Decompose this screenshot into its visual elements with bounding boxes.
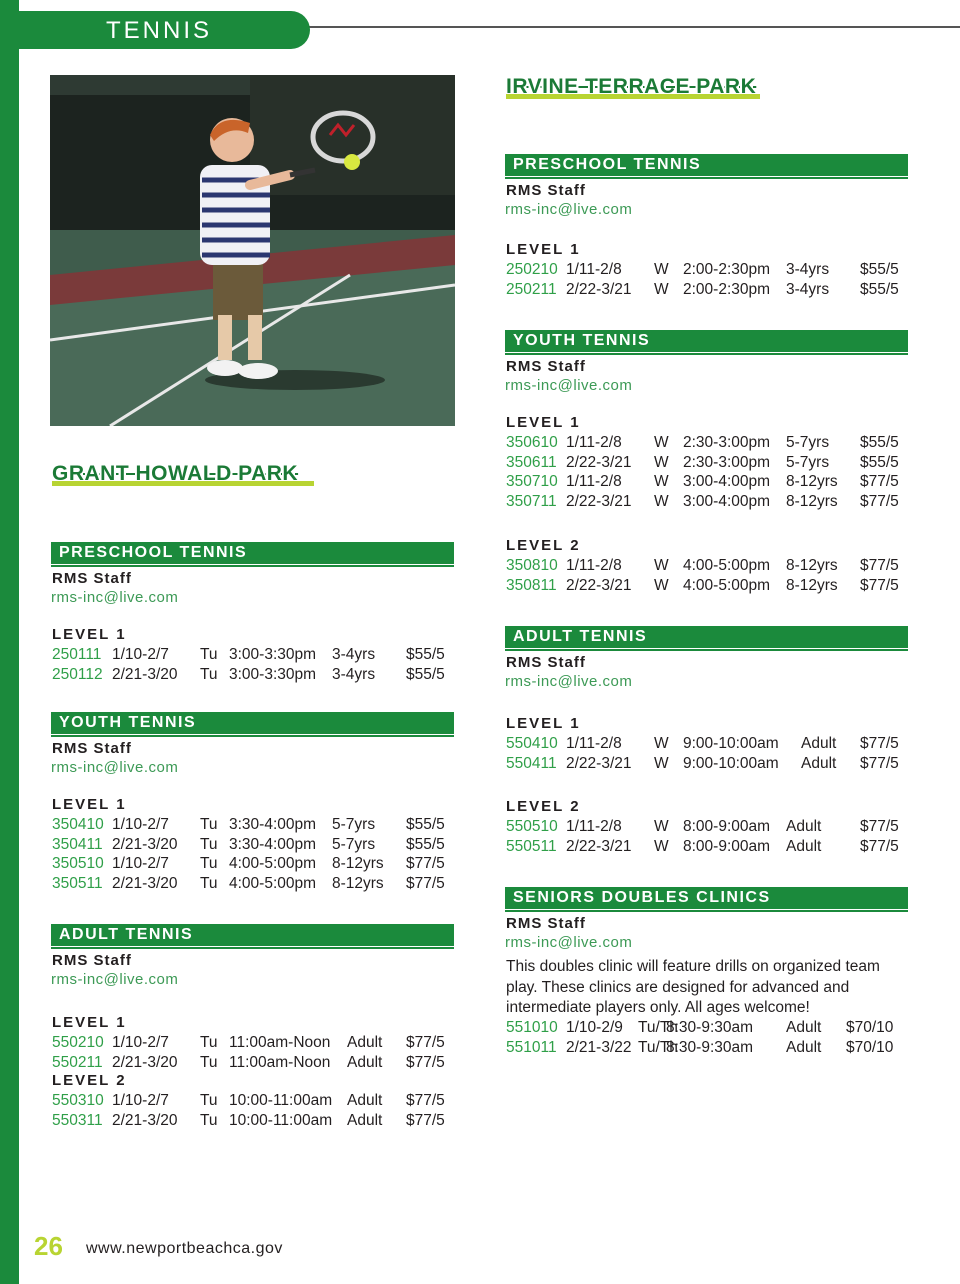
class-fee: $77/5	[860, 577, 899, 594]
class-dates: 2/21-3/20	[112, 1112, 178, 1129]
class-dates: 2/22-3/21	[566, 281, 632, 298]
class-fee: $55/5	[860, 281, 899, 298]
class-code: 551010	[506, 1019, 558, 1036]
class-code: 550510	[506, 818, 558, 835]
class-day: Tu	[200, 816, 218, 833]
instructor: RMS Staff	[506, 182, 586, 199]
class-day: W	[654, 261, 669, 278]
class-time: 3:00-4:00pm	[683, 473, 771, 491]
class-dates: 1/11-2/8	[566, 261, 622, 278]
class-time: 11:00am-Noon	[229, 1034, 331, 1051]
class-fee: $77/5	[406, 1092, 445, 1109]
section-bar-preschool: PRESCHOOL TENNIS	[51, 542, 454, 564]
class-time: 9:00-10:00am	[683, 755, 779, 772]
header-rule	[300, 26, 960, 28]
class-day: W	[654, 557, 669, 574]
class-day: Tu/Th	[638, 1039, 678, 1056]
class-code: 550410	[506, 735, 558, 752]
class-fee: $77/5	[406, 875, 445, 893]
class-time: 2:00-2:30pm	[683, 261, 771, 278]
class-fee: $77/5	[860, 557, 899, 574]
class-age: Adult	[801, 735, 837, 752]
class-age: 8-12yrs	[786, 557, 838, 574]
class-code: 350611	[506, 453, 557, 471]
class-fee: $55/5	[860, 434, 899, 451]
section-rule	[51, 565, 454, 567]
class-day: W	[654, 838, 669, 855]
class-age: 3-4yrs	[332, 646, 376, 663]
class-age: 3-4yrs	[332, 666, 376, 683]
section-rule	[505, 910, 908, 912]
class-time: 4:00-5:00pm	[683, 577, 771, 594]
class-day: Tu	[200, 1034, 218, 1051]
class-fee: $55/5	[406, 835, 445, 853]
class-age: Adult	[347, 1034, 383, 1051]
class-age: Adult	[347, 1054, 383, 1071]
class-fee: $77/5	[860, 818, 899, 835]
class-day: W	[654, 818, 669, 835]
class-time: 3:00-4:00pm	[683, 493, 771, 511]
class-time: 10:00-11:00am	[229, 1092, 333, 1109]
class-code: 550411	[506, 755, 557, 772]
class-code: 550210	[52, 1034, 104, 1051]
class-day: W	[654, 473, 669, 491]
class-time: 8:30-9:30am	[666, 1019, 754, 1036]
section-rule	[505, 177, 908, 179]
instructor: RMS Staff	[506, 358, 586, 375]
class-fee: $77/5	[406, 1112, 445, 1129]
section-rule	[505, 353, 908, 355]
instructor-email: rms-inc@live.com	[505, 934, 633, 951]
level-heading: LEVEL 2	[52, 1072, 127, 1089]
class-age: 5-7yrs	[332, 835, 376, 853]
instructor-email: rms-inc@live.com	[51, 589, 179, 606]
class-day: Tu	[200, 1112, 218, 1129]
level-heading: LEVEL 1	[506, 414, 581, 431]
class-fee: $55/5	[406, 646, 445, 663]
level-heading: LEVEL 1	[506, 715, 581, 732]
instructor-email: rms-inc@live.com	[51, 759, 179, 776]
class-day: Tu	[200, 875, 218, 893]
class-dates: 1/11-2/8	[566, 557, 622, 574]
class-day: Tu	[200, 666, 218, 683]
class-code: 350711	[506, 493, 557, 511]
class-code: 350410	[52, 816, 104, 833]
level-heading: LEVEL 1	[52, 796, 127, 813]
level-heading: LEVEL 1	[506, 241, 581, 258]
tennis-photo	[50, 75, 455, 426]
class-fee: $77/5	[406, 1034, 445, 1051]
class-fee: $70/10	[846, 1039, 894, 1056]
class-time: 2:30-3:00pm	[683, 453, 771, 471]
class-fee: $77/5	[860, 493, 899, 511]
class-code: 550211	[52, 1054, 103, 1071]
class-fee: $77/5	[860, 838, 899, 855]
class-code: 250211	[506, 281, 557, 298]
class-age: Adult	[347, 1112, 383, 1129]
level-heading: LEVEL 2	[506, 537, 581, 554]
class-day: W	[654, 577, 669, 594]
class-fee: $55/5	[406, 666, 445, 683]
class-code: 550310	[52, 1092, 104, 1109]
class-day: Tu	[200, 855, 218, 873]
section-bar-seniors: SENIORS DOUBLES CLINICS	[505, 887, 908, 909]
park-title-irvine: IRVINE TERRACE PARK	[506, 75, 757, 98]
class-time: 8:00-9:00am	[683, 818, 771, 835]
class-age: Adult	[786, 838, 822, 855]
class-dates: 1/11-2/8	[566, 818, 622, 835]
class-fee: $77/5	[406, 855, 445, 873]
class-day: Tu/Th	[638, 1019, 678, 1036]
class-dates: 2/22-3/21	[566, 838, 632, 855]
class-age: Adult	[347, 1092, 383, 1109]
class-age: 5-7yrs	[332, 816, 376, 833]
clinic-description: This doubles clinic will feature drills on organized team play. These clinics are designed for advanced and intermediate players only. All ages welcome!	[506, 958, 880, 1016]
class-dates: 2/21-3/20	[112, 835, 178, 853]
class-fee: $77/5	[860, 755, 899, 772]
class-code: 550311	[52, 1112, 103, 1129]
class-age: 5-7yrs	[786, 453, 830, 471]
class-dates: 2/22-3/21	[566, 453, 632, 471]
class-day: W	[654, 281, 669, 298]
class-age: Adult	[786, 1039, 822, 1056]
level-heading: LEVEL 1	[52, 1014, 127, 1031]
section-rule	[51, 735, 454, 737]
class-dates: 1/10-2/7	[112, 855, 169, 873]
class-code: 350710	[506, 473, 558, 491]
class-dates: 2/21-3/20	[112, 875, 178, 893]
class-day: W	[654, 493, 669, 511]
class-dates: 1/10-2/7	[112, 1034, 169, 1051]
section-bar-adult: ADULT TENNIS	[505, 626, 908, 648]
class-age: 8-12yrs	[332, 855, 384, 873]
section-bar-youth: YOUTH TENNIS	[51, 712, 454, 734]
class-dates: 1/10-2/7	[112, 1092, 169, 1109]
class-code: 350610	[506, 434, 558, 451]
class-day: Tu	[200, 646, 218, 663]
class-dates: 1/11-2/8	[566, 473, 622, 491]
park-title-grant: GRANT HOWALD PARK	[52, 462, 299, 485]
class-code: 250112	[52, 666, 103, 683]
class-time: 3:30-4:00pm	[229, 835, 317, 853]
page-number: 26	[34, 1231, 63, 1261]
class-day: W	[654, 453, 669, 471]
class-dates: 1/10-2/7	[112, 816, 169, 833]
class-fee: $77/5	[860, 473, 899, 491]
class-dates: 1/11-2/8	[566, 434, 622, 451]
class-time: 2:00-2:30pm	[683, 281, 771, 298]
class-dates: 2/21-3/20	[112, 1054, 178, 1071]
class-age: Adult	[801, 755, 837, 772]
class-dates: 2/21-3/20	[112, 666, 178, 683]
class-fee: $55/5	[406, 816, 445, 833]
section-bar-youth: YOUTH TENNIS	[505, 330, 908, 352]
left-accent-bar	[0, 0, 19, 1284]
class-age: Adult	[786, 818, 822, 835]
class-time: 4:00-5:00pm	[683, 557, 771, 574]
level-heading: LEVEL 1	[52, 626, 127, 643]
instructor: RMS Staff	[506, 915, 586, 932]
class-dates: 2/21-3/22	[566, 1039, 632, 1056]
class-age: 3-4yrs	[786, 281, 830, 298]
instructor-email: rms-inc@live.com	[505, 377, 633, 394]
section-bar-adult: ADULT TENNIS	[51, 924, 454, 946]
section-rule	[51, 947, 454, 949]
class-code: 250210	[506, 261, 558, 278]
class-time: 8:00-9:00am	[683, 838, 771, 855]
class-time: 8:30-9:30am	[666, 1039, 754, 1056]
instructor: RMS Staff	[52, 952, 132, 969]
class-dates: 2/22-3/21	[566, 493, 632, 511]
class-code: 350811	[506, 577, 557, 594]
section-bar-preschool: PRESCHOOL TENNIS	[505, 154, 908, 176]
class-time: 4:00-5:00pm	[229, 875, 317, 893]
class-day: W	[654, 755, 669, 772]
class-age: 8-12yrs	[786, 493, 838, 511]
class-time: 11:00am-Noon	[229, 1054, 331, 1071]
class-fee: $70/10	[846, 1019, 894, 1036]
instructor-email: rms-inc@live.com	[51, 971, 179, 988]
instructor: RMS Staff	[52, 570, 132, 587]
class-dates: 1/11-2/8	[566, 735, 622, 752]
class-dates: 1/10-2/9	[566, 1019, 623, 1036]
class-age: 5-7yrs	[786, 434, 830, 451]
class-day: W	[654, 434, 669, 451]
class-dates: 2/22-3/21	[566, 755, 632, 772]
instructor: RMS Staff	[52, 740, 132, 757]
class-time: 4:00-5:00pm	[229, 855, 317, 873]
class-age: 8-12yrs	[332, 875, 384, 893]
class-code: 550511	[506, 838, 557, 855]
class-day: W	[654, 735, 669, 752]
class-code: 551011	[506, 1039, 557, 1056]
class-day: Tu	[200, 1092, 218, 1109]
instructor-email: rms-inc@live.com	[505, 673, 633, 690]
class-code: 350511	[52, 875, 103, 893]
class-code: 250111	[52, 646, 102, 663]
class-time: 3:00-3:30pm	[229, 646, 317, 663]
class-code: 350510	[52, 855, 104, 873]
class-dates: 2/22-3/21	[566, 577, 632, 594]
class-age: 8-12yrs	[786, 473, 838, 491]
class-time: 2:30-3:00pm	[683, 434, 771, 451]
class-code: 350810	[506, 557, 558, 574]
class-day: Tu	[200, 835, 218, 853]
instructor-email: rms-inc@live.com	[505, 201, 633, 218]
instructor: RMS Staff	[506, 654, 586, 671]
class-fee: $77/5	[406, 1054, 445, 1071]
class-fee: $55/5	[860, 261, 899, 278]
class-age: 3-4yrs	[786, 261, 830, 278]
class-fee: $77/5	[860, 735, 899, 752]
class-code: 350411	[52, 835, 103, 853]
class-age: 8-12yrs	[786, 577, 838, 594]
level-heading: LEVEL 2	[506, 798, 581, 815]
class-day: Tu	[200, 1054, 218, 1071]
class-age: Adult	[786, 1019, 822, 1036]
class-time: 9:00-10:00am	[683, 735, 779, 752]
class-fee: $55/5	[860, 453, 899, 471]
class-time: 3:30-4:00pm	[229, 816, 317, 833]
class-time: 10:00-11:00am	[229, 1112, 333, 1129]
section-title: TENNIS	[106, 17, 213, 44]
section-rule	[505, 649, 908, 651]
class-dates: 1/10-2/7	[112, 646, 169, 663]
footer-url: www.newportbeachca.gov	[86, 1240, 283, 1257]
class-time: 3:00-3:30pm	[229, 666, 317, 683]
